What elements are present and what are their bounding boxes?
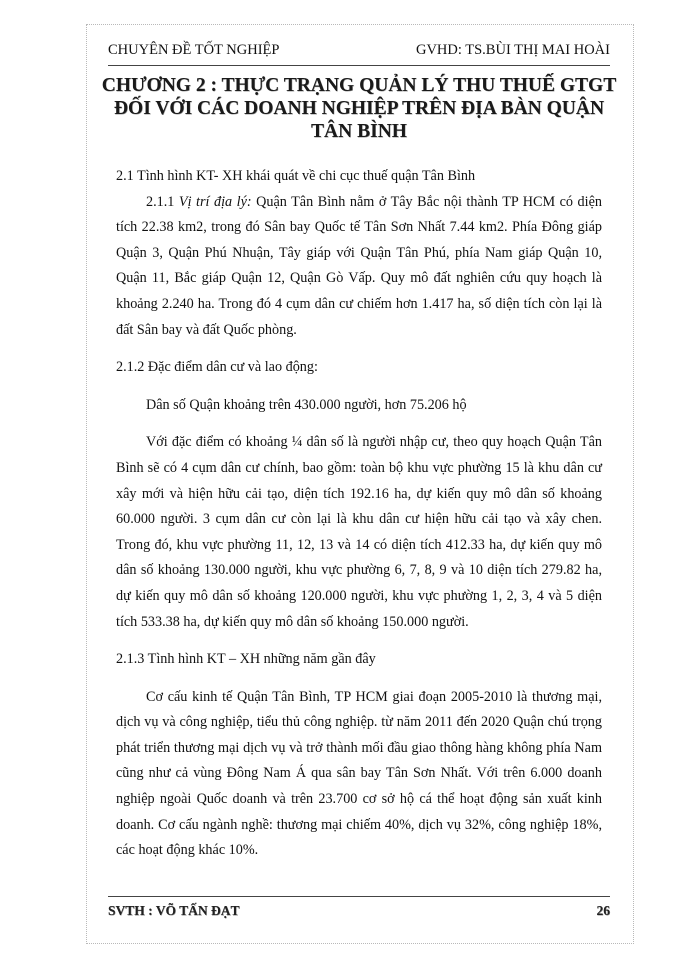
section-heading-2-1-3: 2.1.3 Tình hình KT – XH những năm gần đây bbox=[116, 651, 376, 668]
page-footer bbox=[108, 896, 610, 919]
footer-student: SVTH : VÕ TẤN ĐẠT bbox=[108, 903, 240, 918]
section-number-2-1-1: 2.1.1 bbox=[146, 193, 179, 210]
location-label: Vị trí địa lý: bbox=[178, 193, 252, 210]
page-header bbox=[108, 42, 610, 66]
section-heading-2-1-2: 2.1.2 Đặc điểm dân cư và lao động: bbox=[116, 359, 318, 376]
paragraph-location bbox=[116, 190, 602, 344]
document-body bbox=[116, 164, 602, 864]
header-course-title: CHUYÊN ĐỀ TỐT NGHIỆP bbox=[108, 42, 280, 58]
paragraph-economy: Cơ cấu kinh tế Quận Tân Bình, TP HCM giai đoạn 2005-2010 là thương mại, dịch vụ và công nghiệp, tiểu thủ công nghiệp. từ năm 2011 đến 2020 Quận chú trọng phát triển thương mại dịch vụ và trở thành mối đầu giao thông hàng không phía Nam cũng như cả vùng Đông Nam Á qua sân bay Tân Sơn Nhất. Với trên 6.000 doanh nghiệp ngoài Quốc doanh và trên 23.700 cơ sở hộ cá thể hoạt động sản xuất kinh doanh. Cơ cấu ngành nghề: thương mại chiếm 40%, dịch vụ 32%, công nghiệp 18%, các hoạt động khác 10%. bbox=[116, 688, 602, 859]
header-advisor: GVHD: TS.BÙI THỊ MAI HOÀI bbox=[415, 42, 610, 58]
paragraph-population: Dân số Quận khoảng trên 430.000 người, hơn 75.206 hộ bbox=[146, 396, 467, 413]
chapter-title: CHƯƠNG 2 : THỰC TRẠNG QUẢN LÝ THU THUẾ GTGT ĐỐI VỚI CÁC DOANH NGHIỆP TRÊN ĐỊA BÀN QUẬN TÂN BÌNH bbox=[101, 75, 617, 142]
paragraph-residential-clusters: Với đặc điểm có khoảng ¼ dân số là người nhập cư, theo quy hoạch Quận Tân Bình sẽ có 4 cụm dân cư chính, bao gồm: toàn bộ khu vực phường 15 là khu dân cư xây mới và hiện hữu cải tạo, diện tích 192.16 ha, dự kiến quy mô dân số khoảng 60.000 người. 3 cụm dân cư còn lại là khu dân cư hiện hữu cải tạo và xây chen. Trong đó, khu vực phường 11, 12, 13 và 14 có diện tích 412.33 ha, dự kiến quy mô dân số khoảng 130.000 người, khu vực phường 6, 7, 8, 9 và 10 diện tích 279.82 ha, dự kiến quy mô dân số khoảng 120.000 người, khu vực phường 1, 2, 3, 4 và 5 diện tích 533.38 ha, dự kiến quy mô dân số khoảng 150.000 người. bbox=[116, 434, 602, 630]
page-number: 26 bbox=[596, 903, 610, 918]
location-text: Quận Tân Bình nằm ở Tây Bắc nội thành TP HCM có diện tích 22.38 km2, trong đó Sân bay Quốc tế Tân Sơn Nhất 7.44 km2. Phía Đông giáp Quận 3, Quận Phú Nhuận, Tây giáp với Quận Tân Phú, phía Nam giáp Quận 10, Quận 11, Bắc giáp Quận 12, Quận Gò Vấp. Quy mô đất nghiên cứu quy hoạch là khoảng 2.240 ha. Trong đó 4 cụm dân cư chiếm hơn 1.417 ha, số diện tích còn lại là đất Sân bay và đất Quốc phòng. bbox=[116, 193, 602, 338]
section-heading-2-1: 2.1 Tình hình KT- XH khái quát về chi cục thuế quận Tân Bình bbox=[116, 168, 476, 184]
